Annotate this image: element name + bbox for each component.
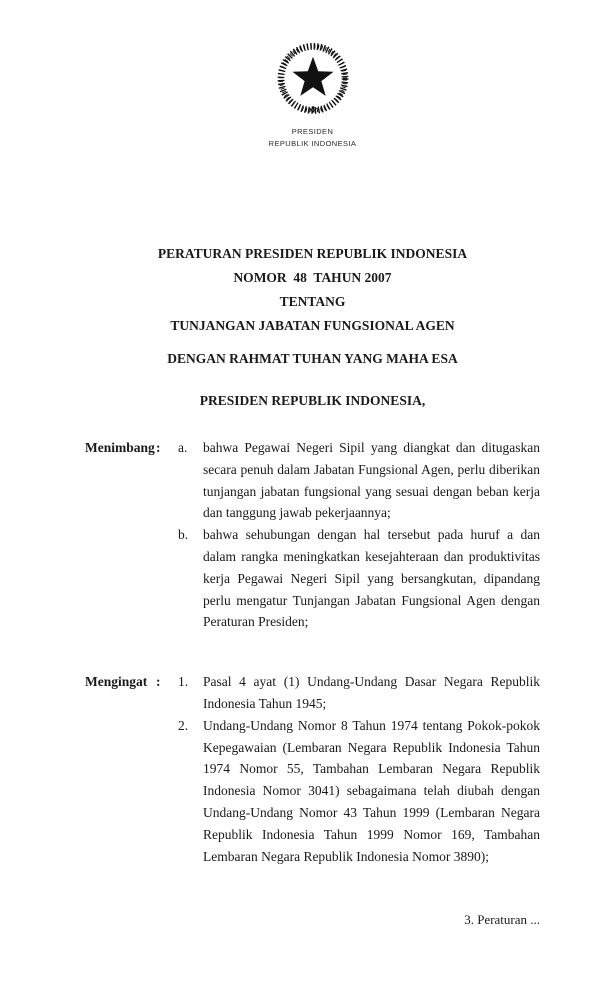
item-marker: 1. xyxy=(178,674,189,690)
list-item xyxy=(178,715,540,868)
section-menimbang xyxy=(85,437,540,633)
section-label: Menimbang xyxy=(85,440,155,455)
section-items xyxy=(178,437,540,633)
org-name-line-1: PRESIDEN xyxy=(291,127,334,136)
list-item xyxy=(178,524,540,633)
document-title xyxy=(85,242,540,338)
preamble xyxy=(85,437,540,867)
section-items xyxy=(178,671,540,867)
item-text: Pasal 4 ayat (1) Undang-Undang Dasar Negara Republik Indonesia Tahun 1945; xyxy=(203,674,540,711)
title-line-number: NOMOR 48 TAHUN 2007 xyxy=(233,270,392,285)
item-text: bahwa Pegawai Negeri Sipil yang diangkat dan ditugaskan secara penuh dalam Jabatan Fungsional Agen, perlu diberikan tunjangan jabatan fungsional yang sesuai dengan beban kerja dan tanggung jawab pekerjaannya; xyxy=(203,440,540,521)
letterhead xyxy=(85,40,540,149)
page-footer-catchword: 3. Peraturan ... xyxy=(464,912,540,927)
section-colon: : xyxy=(156,674,161,690)
title-line-tentang: TENTANG xyxy=(279,294,346,309)
title-line-subject: TUNJANGAN JABATAN FUNGSIONAL AGEN xyxy=(170,318,455,333)
section-mengingat xyxy=(85,671,540,867)
item-marker: 2. xyxy=(178,717,189,733)
star-wreath-emblem-icon xyxy=(273,40,353,120)
section-label: Mengingat xyxy=(85,674,148,690)
authority-line: PRESIDEN REPUBLIK INDONESIA, xyxy=(199,393,426,408)
list-item xyxy=(178,437,540,524)
invocation-line: DENGAN RAHMAT TUHAN YANG MAHA ESA xyxy=(167,351,458,366)
list-item xyxy=(178,671,540,715)
section-colon: : xyxy=(156,440,161,455)
title-line-regulation: PERATURAN PRESIDEN REPUBLIK INDONESIA xyxy=(157,246,468,261)
item-marker: b. xyxy=(178,527,189,543)
item-marker: a. xyxy=(178,440,188,455)
org-name-line-2: REPUBLIK INDONESIA xyxy=(268,138,357,148)
item-text: bahwa sehubungan dengan hal tersebut pada huruf a dan dalam rangka meningkatkan kesejahteraan dan produktivitas kerja Pegawai Negeri Sipil yang bersangkutan, dipandang perlu mengatur Tunjangan Jabatan Fungsional Agen dengan Peraturan Presiden; xyxy=(203,527,540,630)
item-text: Undang-Undang Nomor 8 Tahun 1974 tentang Pokok-pokok Kepegawaian (Lembaran Negara Republik Indonesia Tahun 1974 Nomor 55, Tambahan Lembaran Negara Republik Indonesia Nomor 3041) sebagaimana telah diubah dengan Undang-Undang Nomor 43 Tahun 1999 (Lembaran Negara Republik Indonesia Tahun 1999 Nomor 169, Tambahan Lembaran Negara Republik Indonesia Nomor 3890); xyxy=(203,717,540,864)
